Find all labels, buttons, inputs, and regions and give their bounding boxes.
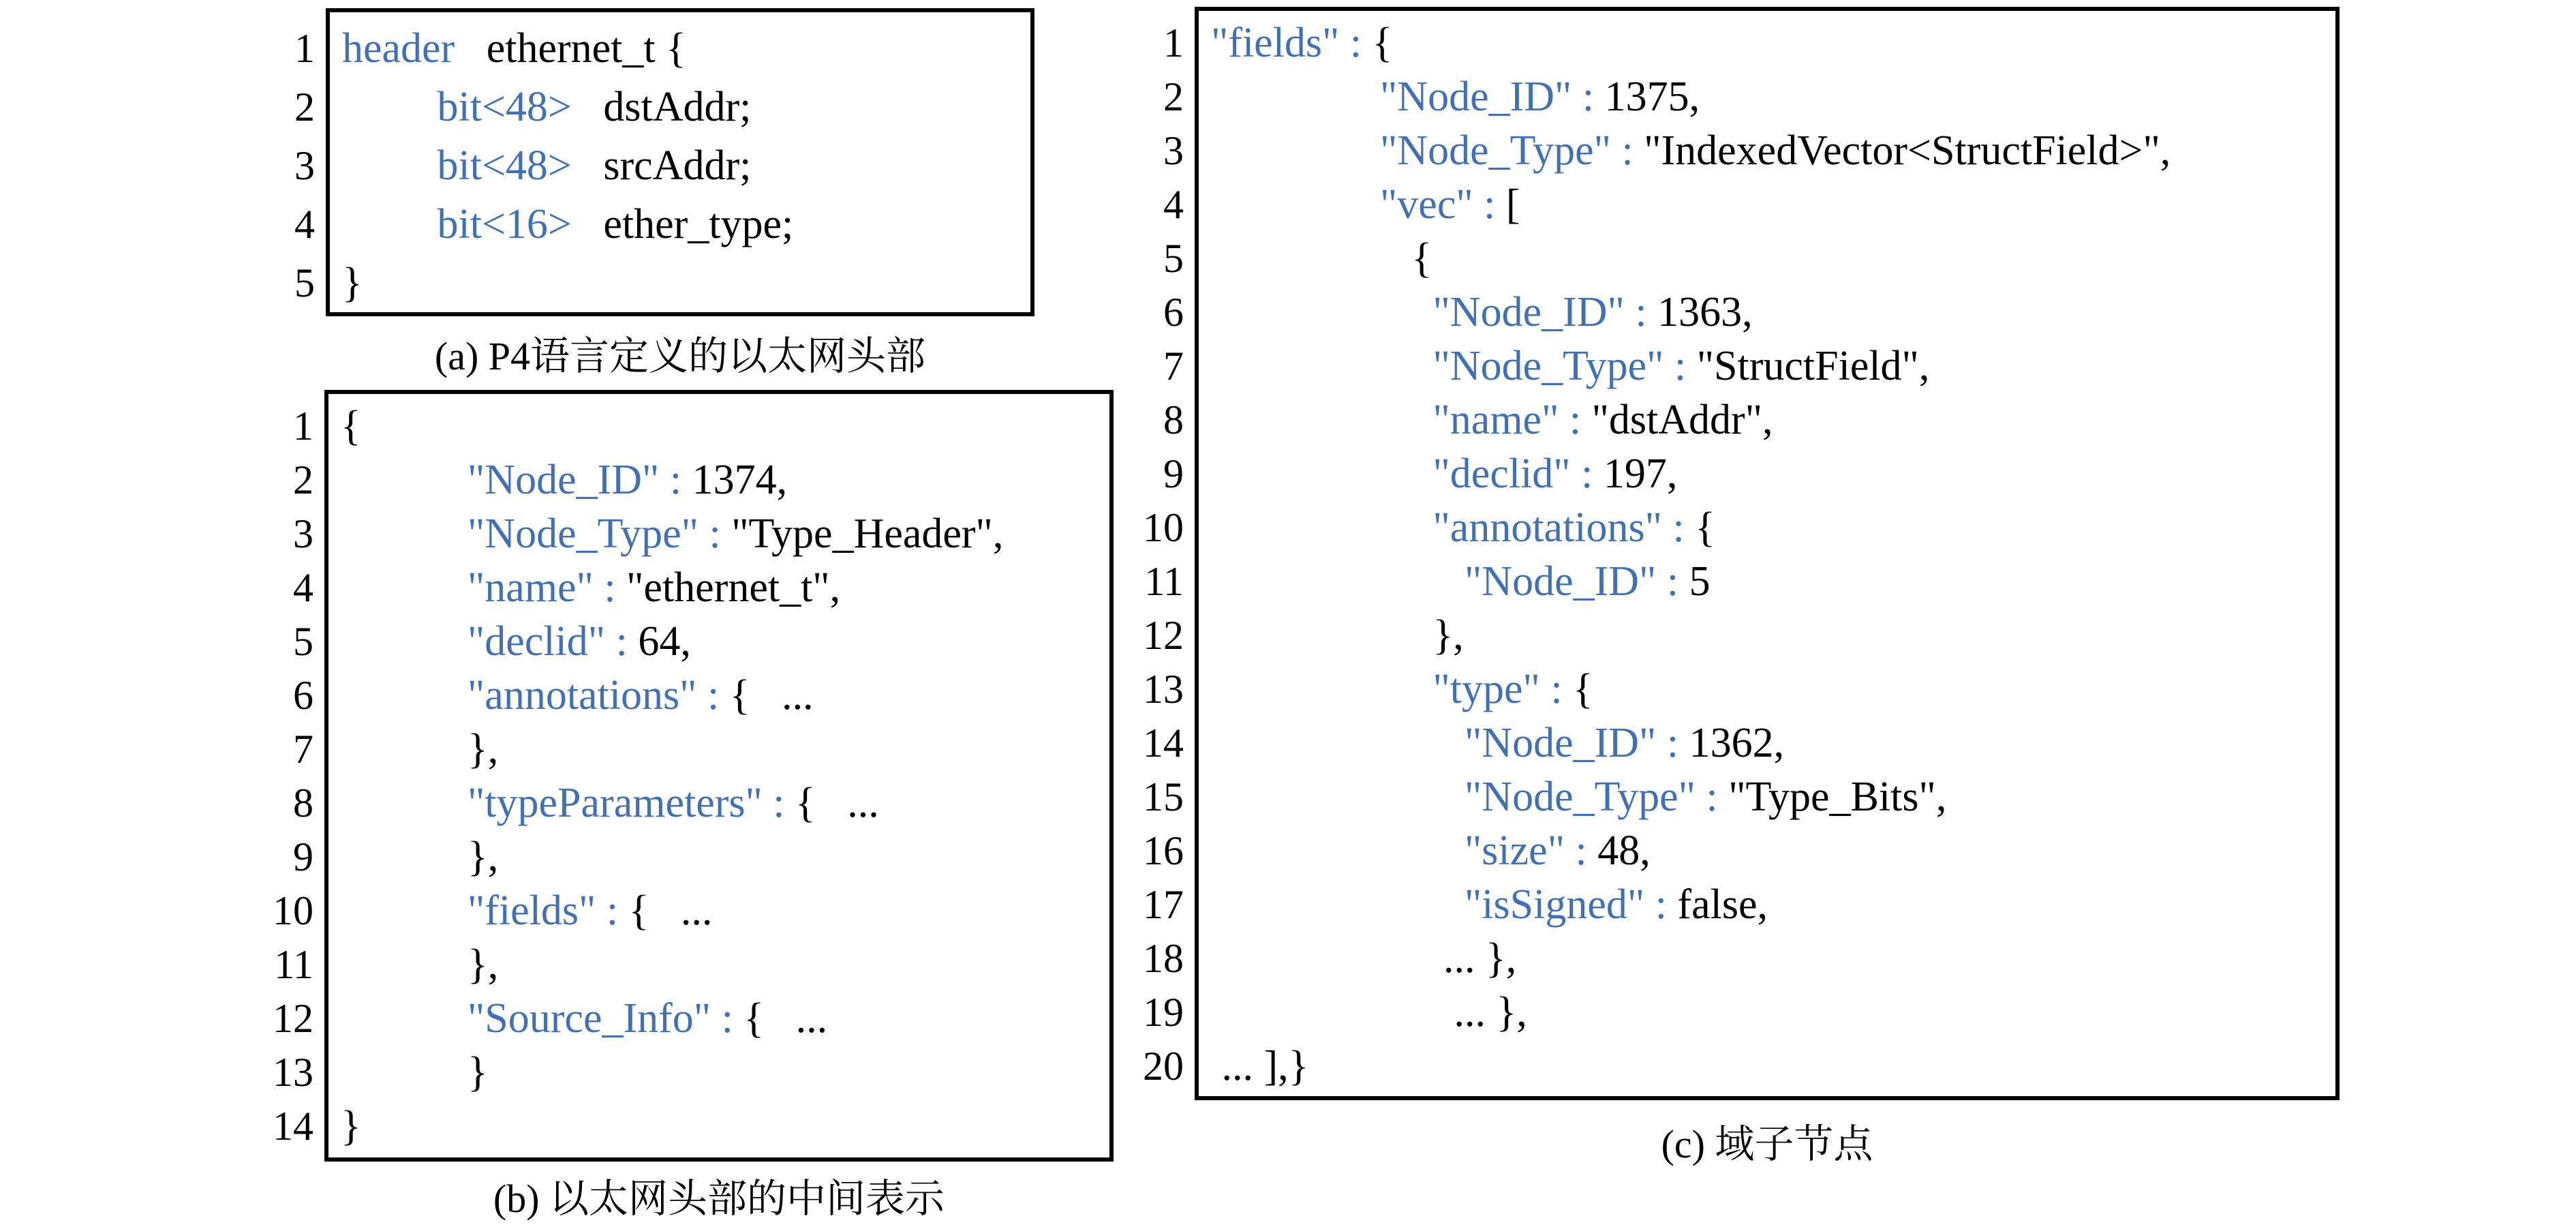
code-keyword: "annotations" :	[341, 672, 720, 718]
code-line	[1211, 1040, 2323, 1093]
line-number: 2	[1163, 74, 1184, 119]
code-keyword: "Node_ID" :	[1211, 720, 1679, 766]
code-keyword: "Node_ID" :	[1211, 289, 1647, 335]
code-text: { ...	[784, 780, 879, 826]
code-text: { ...	[733, 995, 828, 1042]
line-number: 12	[273, 996, 313, 1041]
line-number-gutter-c	[1113, 7, 1195, 1093]
code-keyword: "annotations" :	[1211, 504, 1685, 551]
line-number: 17	[1143, 882, 1184, 927]
code-line	[342, 19, 1018, 78]
code-line	[341, 776, 1097, 830]
code-text: {	[341, 403, 361, 449]
code-text: "IndexedVector<StructField>",	[1633, 127, 2171, 174]
caption-a: (a) P4语言定义的以太网头部	[434, 334, 926, 378]
code-text: {	[1684, 504, 1715, 551]
code-line	[1211, 770, 2323, 824]
line-number: 11	[1144, 559, 1184, 604]
line-number: 3	[1163, 128, 1184, 173]
code-listing-c	[1195, 7, 2340, 1100]
code-text: 1362,	[1678, 720, 1785, 766]
code-keyword: "vec" :	[1211, 181, 1496, 228]
code-keyword: "fields" :	[1211, 20, 1362, 66]
code-line	[342, 78, 1018, 136]
line-number: 20	[1143, 1044, 1184, 1089]
code-text: "Type_Bits",	[1717, 774, 1947, 820]
code-line	[341, 615, 1097, 669]
line-number: 4	[1163, 182, 1184, 227]
caption-c: (c) 域子节点	[1661, 1122, 1873, 1166]
code-line	[1211, 986, 2323, 1040]
code-line	[341, 938, 1097, 992]
code-text: 1363,	[1646, 289, 1753, 335]
line-number: 3	[294, 143, 315, 188]
code-text: 48,	[1586, 828, 1651, 874]
code-line	[341, 830, 1097, 884]
code-keyword: "Node_ID" :	[1211, 558, 1679, 605]
code-keyword: "declid" :	[341, 618, 628, 665]
code-text: 64,	[627, 618, 691, 665]
code-text: 1375,	[1594, 74, 1700, 120]
code-keyword: "Node_ID" :	[1211, 74, 1595, 120]
line-number: 2	[294, 85, 315, 130]
line-number: 11	[274, 942, 313, 987]
line-number: 5	[293, 619, 313, 664]
code-text: srcAddr;	[571, 142, 752, 189]
line-number: 7	[1163, 344, 1184, 389]
code-line	[341, 1046, 1097, 1100]
line-number: 16	[1143, 828, 1184, 873]
code-keyword: header	[342, 25, 455, 72]
line-number: 4	[294, 202, 315, 247]
code-line	[1211, 393, 2323, 447]
code-text: [	[1495, 181, 1520, 228]
line-number-gutter-b	[243, 390, 324, 1153]
code-line	[1211, 609, 2323, 663]
code-keyword: "Source_Info" :	[341, 995, 733, 1042]
code-text: }	[341, 1049, 488, 1095]
line-number: 9	[1163, 451, 1184, 496]
code-text: 1374,	[681, 457, 788, 503]
listing-panel-a	[267, 8, 1034, 316]
code-line	[1211, 501, 2323, 555]
code-line	[1211, 716, 2323, 770]
line-number: 13	[1143, 667, 1184, 712]
code-keyword: "isSigned" :	[1211, 881, 1667, 928]
code-text: {	[1362, 20, 1393, 66]
code-text: {	[1562, 666, 1593, 712]
code-keyword: "name" :	[1211, 397, 1582, 443]
code-line	[1211, 824, 2323, 878]
line-number: 19	[1143, 990, 1184, 1035]
code-text: dstAddr;	[571, 84, 752, 130]
code-line	[341, 507, 1097, 561]
line-number: 1	[1163, 20, 1184, 65]
code-line	[341, 399, 1097, 453]
line-number: 10	[273, 888, 313, 933]
code-text: ethernet_t {	[455, 25, 686, 72]
code-line	[341, 723, 1097, 776]
code-line	[341, 561, 1097, 615]
code-line	[341, 1100, 1097, 1153]
code-keyword: "type" :	[1211, 666, 1563, 712]
line-number: 8	[293, 781, 313, 825]
code-line	[1211, 124, 2323, 178]
line-number: 1	[293, 404, 313, 449]
line-number: 4	[293, 565, 313, 610]
code-text: "dstAddr",	[1581, 397, 1773, 443]
code-text: },	[341, 726, 499, 772]
code-keyword: "Node_Type" :	[1211, 343, 1687, 389]
line-number: 5	[1163, 236, 1184, 281]
code-text: ... },	[1211, 935, 1517, 982]
code-keyword: "Node_Type" :	[1211, 774, 1718, 820]
code-line	[341, 992, 1097, 1046]
caption-b: (b) 以太网头部的中间表示	[493, 1177, 945, 1221]
line-number: 14	[273, 1104, 313, 1149]
code-text: false,	[1666, 881, 1768, 928]
code-line	[342, 254, 1018, 312]
code-keyword: "name" :	[341, 564, 616, 611]
code-keyword: "fields" :	[341, 888, 619, 934]
code-line	[1211, 447, 2323, 501]
line-number: 6	[293, 673, 313, 718]
code-keyword: bit<48>	[342, 142, 572, 189]
line-number-gutter-a	[267, 8, 326, 312]
line-number: 14	[1143, 721, 1184, 766]
line-number: 15	[1143, 774, 1184, 819]
code-line	[1211, 16, 2323, 70]
code-text: },	[341, 941, 499, 988]
code-line	[342, 136, 1018, 195]
code-keyword: "typeParameters" :	[341, 780, 785, 826]
code-text: "Type_Header",	[720, 511, 1004, 557]
code-keyword: "Node_Type" :	[341, 511, 721, 557]
code-line	[1211, 339, 2323, 393]
code-keyword: "Node_Type" :	[1211, 127, 1634, 174]
code-text: },	[341, 834, 499, 880]
code-line	[1211, 932, 2323, 986]
line-number: 6	[1163, 290, 1184, 335]
code-listing-b	[324, 390, 1114, 1162]
code-text: }	[342, 260, 363, 306]
code-text: "ethernet_t",	[615, 564, 841, 611]
code-text: {	[1211, 235, 1432, 282]
line-number: 9	[293, 834, 313, 879]
line-number: 8	[1163, 397, 1184, 442]
line-number: 18	[1143, 936, 1184, 981]
code-keyword: bit<48>	[342, 84, 572, 130]
line-number: 1	[294, 26, 315, 71]
line-number: 10	[1143, 505, 1184, 550]
code-line	[1211, 232, 2323, 286]
code-line	[341, 884, 1097, 938]
code-text: ... ],}	[1211, 1043, 1309, 1089]
code-line	[1211, 286, 2323, 339]
code-line	[1211, 555, 2323, 609]
code-text: }	[341, 1103, 361, 1149]
code-text: { ...	[618, 888, 713, 934]
listing-panel-c	[1113, 7, 2340, 1100]
code-text: 5	[1678, 558, 1711, 605]
line-number: 5	[294, 260, 315, 305]
line-number: 12	[1143, 613, 1184, 658]
listing-panel-b	[243, 390, 1114, 1162]
line-number: 2	[293, 457, 313, 502]
code-line	[341, 669, 1097, 723]
code-line	[341, 453, 1097, 507]
line-number: 3	[293, 511, 313, 556]
code-listing-a	[326, 8, 1034, 316]
code-line	[1211, 663, 2323, 716]
code-line	[1211, 178, 2323, 232]
line-number: 7	[293, 727, 313, 772]
code-text: { ...	[719, 672, 814, 718]
code-line	[1211, 878, 2323, 932]
code-text: ether_type;	[571, 201, 794, 247]
code-text: ... },	[1211, 989, 1527, 1035]
code-keyword: "size" :	[1211, 828, 1587, 874]
code-text: "StructField",	[1686, 343, 1930, 389]
code-keyword: "declid" :	[1211, 451, 1593, 497]
code-text: 197,	[1593, 451, 1678, 497]
code-line	[1211, 70, 2323, 124]
code-text: },	[1211, 612, 1464, 658]
code-keyword: "Node_ID" :	[341, 457, 682, 503]
line-number: 13	[273, 1050, 313, 1095]
code-line	[342, 195, 1018, 254]
code-keyword: bit<16>	[342, 201, 572, 247]
